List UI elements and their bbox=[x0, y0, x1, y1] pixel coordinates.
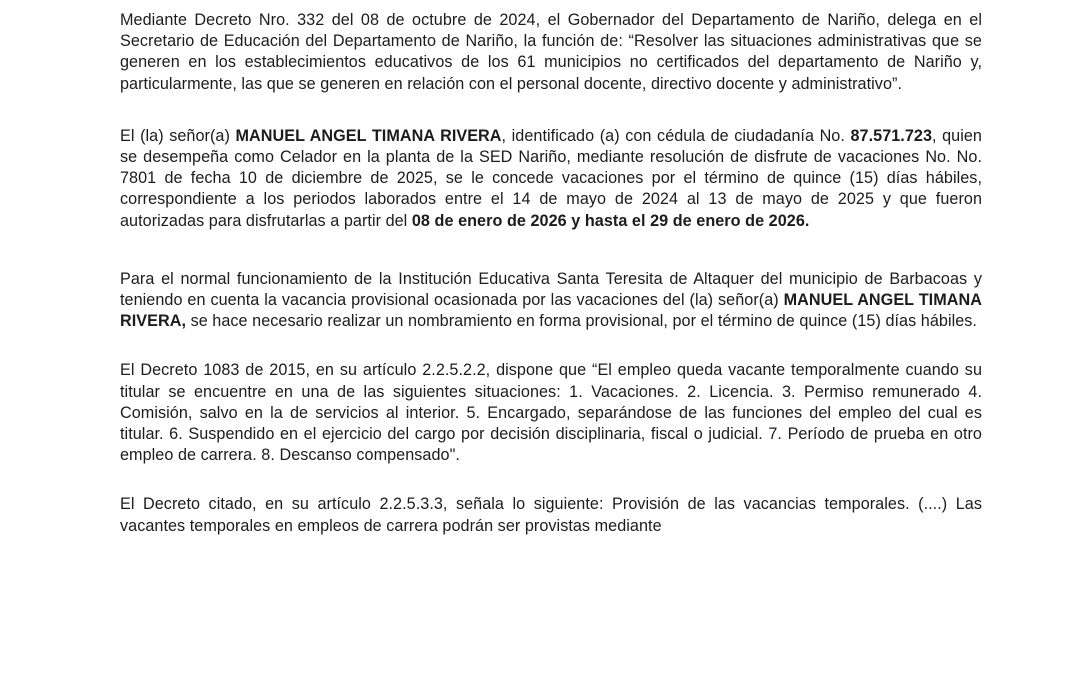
id-number: 87.571.723 bbox=[850, 126, 933, 145]
paragraph-text: , identificado (a) con cédula de ciudadanía No. bbox=[501, 126, 851, 145]
paragraph-decreto-1083 bbox=[120, 360, 982, 466]
paragraph-text: se hace necesario realizar un nombramiento en forma provisional, por el término de quince (15) días hábiles. bbox=[186, 312, 977, 331]
paragraph-text: Para el normal funcionamiento de la Institución Educativa Santa Teresita de Altaquer del municipio de Barbacoas y teniendo en cuenta la vacancia provisional ocasionada por las vacaciones del (la) señor(a) bbox=[120, 269, 982, 310]
employee-name: MANUEL ANGEL TIMANA RIVERA, bbox=[120, 291, 982, 331]
paragraph-text: Mediante Decreto Nro. 332 del 08 de octubre de 2024, el Gobernador del Departamento de Nariño, delega en el Secretario de Educación del Departamento de Nariño, la función de: “Resolver las situaciones administrativas que se generen en los establecimientos educativos de los 61 municipios no certificados del departamento de Nariño y, particularmente, las que se generen en relación con el personal docente, directivo docente y administrativo”. bbox=[120, 11, 982, 93]
paragraph-text: El Decreto 1083 de 2015, en su artículo 2.2.5.2.2, dispone que “El empleo queda vacante temporalmente cuando su titular se encuentre en una de las siguientes situaciones: 1. Vacaciones. 2. Licencia. 3. Permiso remunerado 4. Comisión, salvo en la de servicios al interior. 5. Encargado, separándose de las funciones del empleo del cual es titular. 6. Suspendido en el ejercicio del cargo por decisión disciplinaria, fiscal o judicial. 7. Período de prueba en otro empleo de carrera. 8. Descanso compensado". bbox=[120, 361, 982, 465]
paragraph-text: El (la) señor(a) bbox=[120, 126, 236, 145]
paragraph-text: El Decreto citado, en su artículo 2.2.5.3.3, señala lo siguiente: Provisión de las vacancias temporales. (....) Las vacantes temporales en empleos de carrera podrán ser provistas mediante bbox=[120, 495, 982, 535]
employee-name: MANUEL ANGEL TIMANA RIVERA bbox=[235, 126, 502, 145]
paragraph-decreto-332 bbox=[120, 10, 982, 95]
paragraph-decreto-citado bbox=[120, 494, 982, 536]
vacation-dates: 08 de enero de 2026 y hasta el 29 de enero de 2026. bbox=[411, 211, 810, 230]
document-page bbox=[120, 10, 982, 567]
paragraph-funcionamiento bbox=[120, 269, 982, 333]
paragraph-text: , quien se desempeña como Celador en la planta de la SED Nariño, mediante resolución de disfrute de vacaciones No. No. 7801 de fecha 10 de diciembre de 2025, se le concede vacaciones por el término de quince (15) días hábiles, correspondiente a los periodos laborados entre el 14 de mayo de 2024 al 13 de mayo de 2025 y que fueron autorizadas para disfrutarlas a partir del bbox=[120, 126, 982, 230]
paragraph-vacaciones bbox=[120, 126, 982, 232]
